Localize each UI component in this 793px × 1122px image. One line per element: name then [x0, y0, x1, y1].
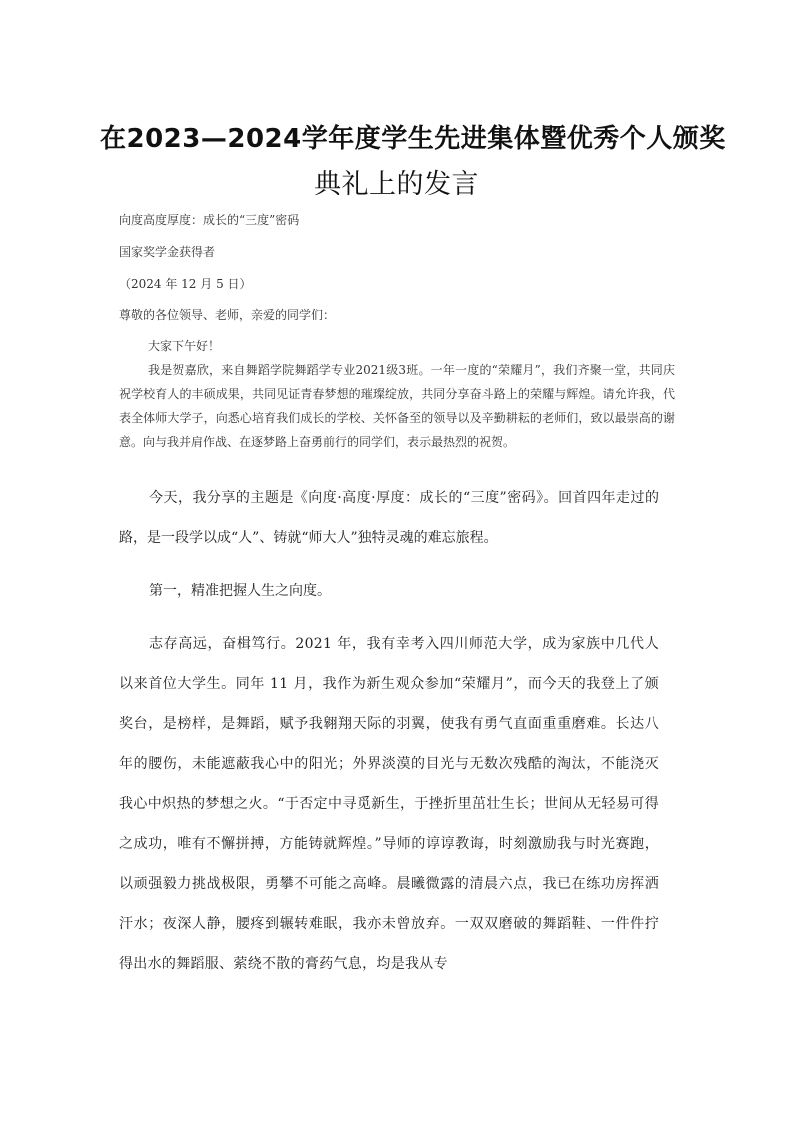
document-title-line-2: 典礼上的发言 [314, 169, 479, 200]
speaker-identity: 国家奖学金获得者 [119, 245, 216, 259]
speech-date: （2024 年 12 月 5 日） [119, 277, 252, 291]
salutation: 尊敬的各位领导、老师，亲爱的同学们： [119, 308, 336, 322]
speech-subtitle: 向度高度厚度：成长的“三度”密码 [119, 213, 300, 227]
body-paragraph: 志存高远，奋楫笃行。2021 年，我有幸考入四川师范大学，成为家族中几代人以来首位大学生。同年 11 月，我作为新生观众参加“荣耀月”，而今天的我登上了颁奖台，是榜样，是舞蹈，赋予我翱翔天际的羽翼，使我有勇气直面重重磨难。长达八年的腰伤，未能遮蔽我心中的阳光；外界淡漠的目光与无数次残酷的淘汰，不能浇灭我心中炽热的梦想之火。“于否定中寻觅新生，于挫折里茁壮生长；世间从无轻易可得之成功，唯有不懈拼搏，方能铸就辉煌。”导师的谆谆教诲，时刻激励我与时光赛跑，以顽强毅力挑战极限，勇攀不可能之高峰。晨曦微露的清晨六点，我已在练功房挥洒汗水；夜深人静，腰疼到辗转难眠，我亦未曾放弃。一双双磨破的舞蹈鞋、一件件拧得出水的舞蹈服、萦绕不散的膏药气息，均是我从专 [119, 636, 659, 972]
section-heading-1: 第一，精准把握人生之向度。 [149, 583, 331, 599]
document-title-line-1: 在2023—2024学年度学生先进集体暨优秀个人颁奖 [100, 124, 726, 154]
intro-paragraph: 我是贺嘉欣，来自舞蹈学院舞蹈学专业2021级3班。一年一度的“荣耀月”，我们齐聚一堂，共同庆祝学校育人的丰硕成果，共同见证青春梦想的璀璨绽放，共同分享奋斗路上的荣耀与辉煌。请允许我，代表全体师大学子，向悉心培育我们成长的学校、关怀备至的领导以及辛勤耕耘的老师们，致以最崇高的谢意。向与我并肩作战、在逐梦路上奋勇前行的同学们，表示最热烈的祝贺。 [119, 363, 675, 449]
theme-paragraph: 今天，我分享的主题是《向度·高度·厚度：成长的“三度”密码》。回首四年走过的路，是一段学以成“人”、铸就“师大人”独特灵魂的难忘旅程。 [119, 490, 659, 546]
greeting: 大家下午好！ [148, 339, 221, 353]
